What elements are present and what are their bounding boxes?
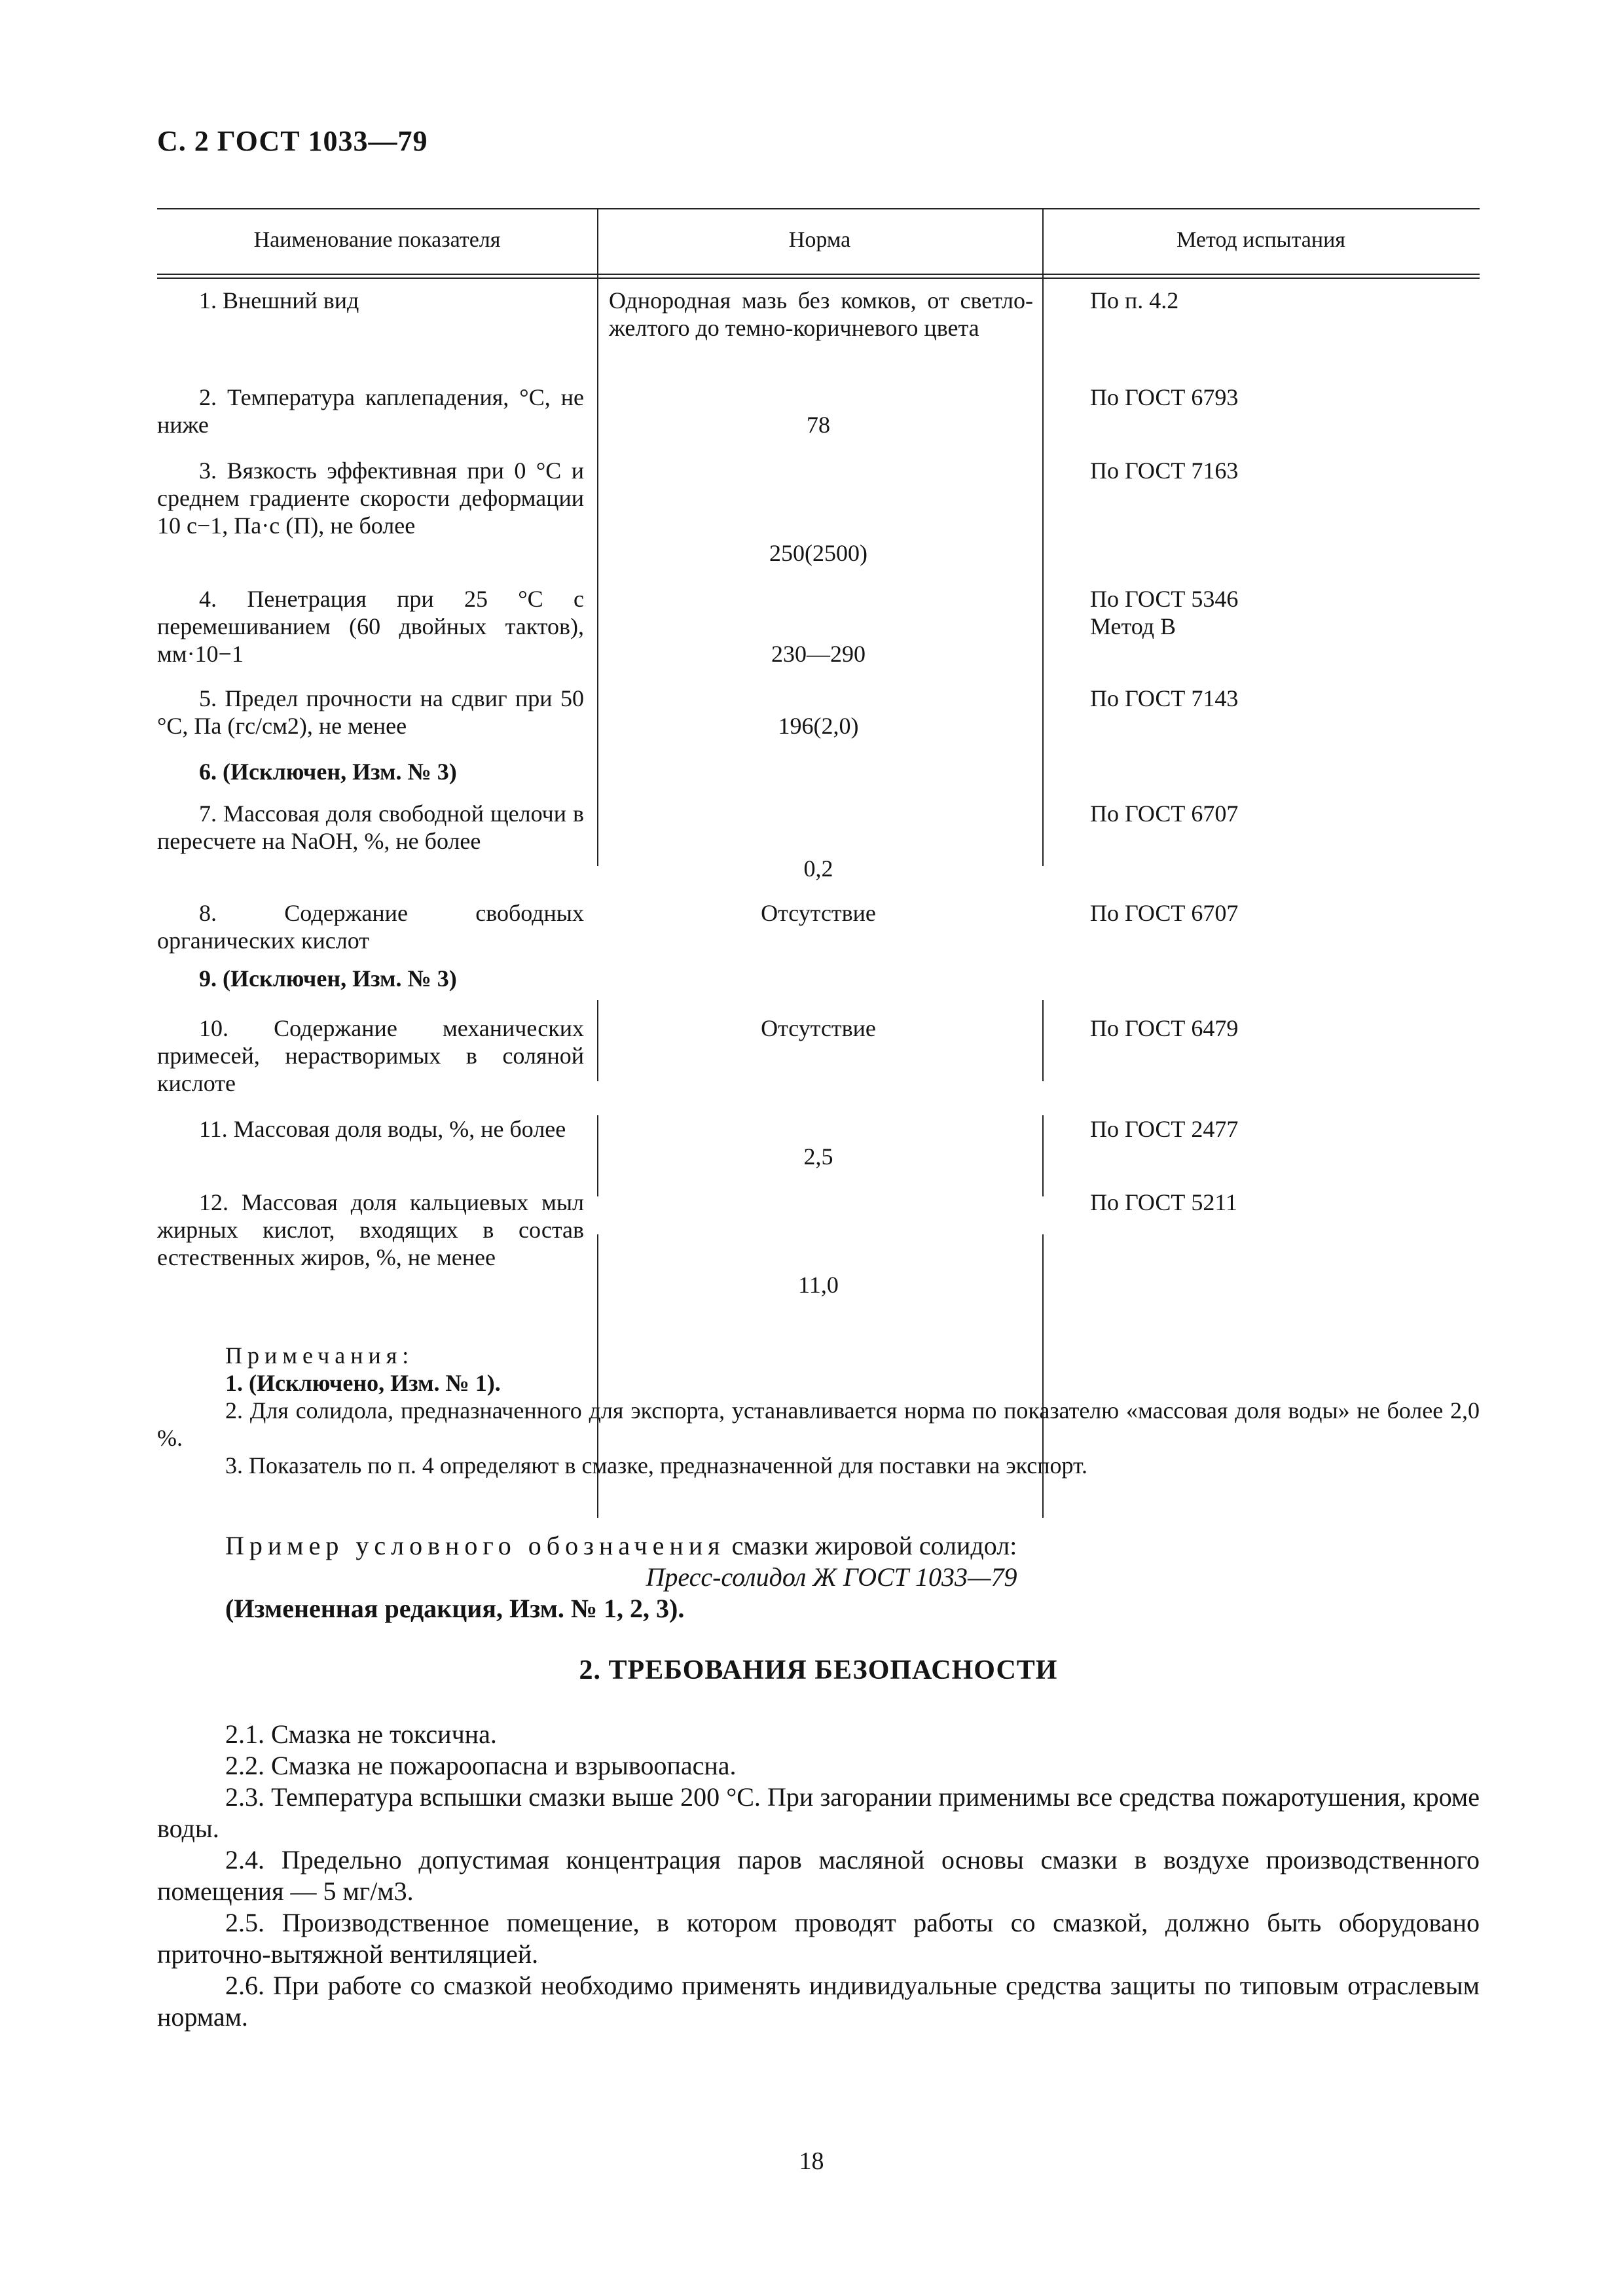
column-header-norm: Норма <box>788 228 851 252</box>
table-row-1-method: По п. 4.2 <box>1090 287 1179 314</box>
table-row-4-norm: 230—290 <box>771 641 866 667</box>
table-row-11-param: 11. Массовая доля воды, %, не более <box>199 1116 566 1142</box>
paragraph-2-3: 2.3. Температура вспышки смазки выше 200 °С. При загорании применимы все средства пожаротушения, кроме воды. <box>157 1782 1480 1843</box>
table-row-10-norm: Отсутствие <box>761 1015 876 1041</box>
table-row-11-norm: 2,5 <box>803 1143 833 1170</box>
notes-block <box>157 1342 1480 1479</box>
example-block <box>157 1530 1480 1624</box>
table-row-10-method: По ГОСТ 6479 <box>1090 1015 1239 1041</box>
amendment-note: (Измененная редакция, Изм. № 1, 2, 3). <box>225 1594 685 1623</box>
example-rest: смазки жировой солидол: <box>725 1531 1017 1560</box>
table-row-7-param: 7. Массовая доля свободной щелочи в пересчете на NaOH, %, не более <box>157 800 584 854</box>
table-row-2-param: 2. Температура каплепадения, °С, не ниже <box>157 384 584 438</box>
table-row-7-norm: 0,2 <box>803 855 833 882</box>
column-header-method: Метод испытания <box>1176 228 1345 252</box>
paragraph-2-2: 2.2. Смазка не пожароопасна и взрывоопасна. <box>225 1751 737 1780</box>
table-header-rule <box>157 274 1480 275</box>
table-row-2-norm: 78 <box>807 412 830 438</box>
column-rule <box>597 1000 598 1081</box>
note-3: 3. Показатель по п. 4 определяют в смазке, предназначенной для поставки на экспорт. <box>225 1452 1088 1479</box>
section-2-heading: 2. ТРЕБОВАНИЯ БЕЗОПАСНОСТИ <box>579 1655 1058 1685</box>
table-row-12-norm: 11,0 <box>798 1272 839 1298</box>
example-designation: Пресс-солидол Ж ГОСТ 1033—79 <box>646 1562 1017 1592</box>
table-row-3-method: По ГОСТ 7163 <box>1090 457 1239 484</box>
table-row-12-param: 12. Массовая доля кальциевых мыл жирных кислот, входящих в состав естественных жиров, %, не менее <box>157 1189 584 1270</box>
table-row-10-param: 10. Содержание механических примесей, нерастворимых в соляной кислоте <box>157 1015 584 1096</box>
table-row-2-method: По ГОСТ 6793 <box>1090 384 1239 410</box>
page-header: С. 2 ГОСТ 1033—79 <box>157 125 428 157</box>
table-header-row <box>157 208 1480 274</box>
column-rule <box>597 278 598 816</box>
paragraph-2-5: 2.5. Производственное помещение, в котором проводят работы со смазкой, должно быть оборудовано приточно-вытяжной вентиляцией. <box>157 1908 1480 1969</box>
table-row-3-norm: 250(2500) <box>769 540 867 566</box>
page-number: 18 <box>799 2147 824 2175</box>
table-row-4-param: 4. Пенетрация при 25 °С с перемешиванием (60 двойных тактов), мм·10−1 <box>157 586 584 667</box>
paragraph-2-1: 2.1. Смазка не токсична. <box>225 1719 497 1749</box>
column-rule <box>1042 791 1044 866</box>
notes-title: Примечания: <box>225 1342 414 1369</box>
table-row-3-param: 3. Вязкость эффективная при 0 °С и среднем градиенте скорости деформации 10 с−1, Па·с (П), не более <box>157 457 584 539</box>
table-row-6-excluded: 6. (Исключен, Изм. № 3) <box>199 759 457 785</box>
column-rule <box>1042 1000 1044 1081</box>
column-rule <box>1042 208 1044 278</box>
table-row-9-excluded: 9. (Исключен, Изм. № 3) <box>199 965 457 992</box>
table-row-8-param: 8. Содержание свободных органических кислот <box>157 900 584 954</box>
table-row-12-method: По ГОСТ 5211 <box>1090 1189 1238 1215</box>
note-1: 1. (Исключено, Изм. № 1). <box>225 1370 501 1396</box>
column-rule <box>1042 278 1044 816</box>
table-row-5-norm: 196(2,0) <box>778 713 859 739</box>
table-header-rule-double <box>157 278 1480 279</box>
table-row-5-method: По ГОСТ 7143 <box>1090 685 1239 711</box>
note-2: 2. Для солидола, предназначенного для экспорта, устанавливается норма по показателю «массовая доля воды» не более 2,0 %. <box>157 1397 1480 1451</box>
table-row-4-method: По ГОСТ 5346 Метод В <box>1090 586 1239 639</box>
table-row-7-method: По ГОСТ 6707 <box>1090 800 1239 827</box>
example-label: Пример условного обозначения <box>225 1531 725 1560</box>
table-row-8-norm: Отсутствие <box>761 900 876 926</box>
table-row-5-param: 5. Предел прочности на сдвиг при 50 °С, Па (гс/см2), не менее <box>157 685 584 739</box>
table-row-8-method: По ГОСТ 6707 <box>1090 900 1239 926</box>
table-row-11-method: По ГОСТ 2477 <box>1090 1116 1239 1142</box>
table-row-1-param: 1. Внешний вид <box>199 287 359 314</box>
column-rule <box>597 791 598 866</box>
column-rule <box>597 208 598 278</box>
table-row-1-norm: Однородная мазь без комков, от светло-желтого до темно-коричневого цвета <box>609 287 1033 341</box>
column-rule <box>597 1115 598 1196</box>
column-rule <box>1042 1115 1044 1196</box>
column-header-parameter: Наименование показателя <box>253 228 501 252</box>
paragraph-2-4: 2.4. Предельно допустимая концентрация паров масляной основы смазки в воздухе производственного помещения — 5 мг/м3. <box>157 1845 1480 1906</box>
paragraph-2-6: 2.6. При работе со смазкой необходимо применять индивидуальные средства защиты по типовым отраслевым нормам. <box>157 1971 1480 2032</box>
